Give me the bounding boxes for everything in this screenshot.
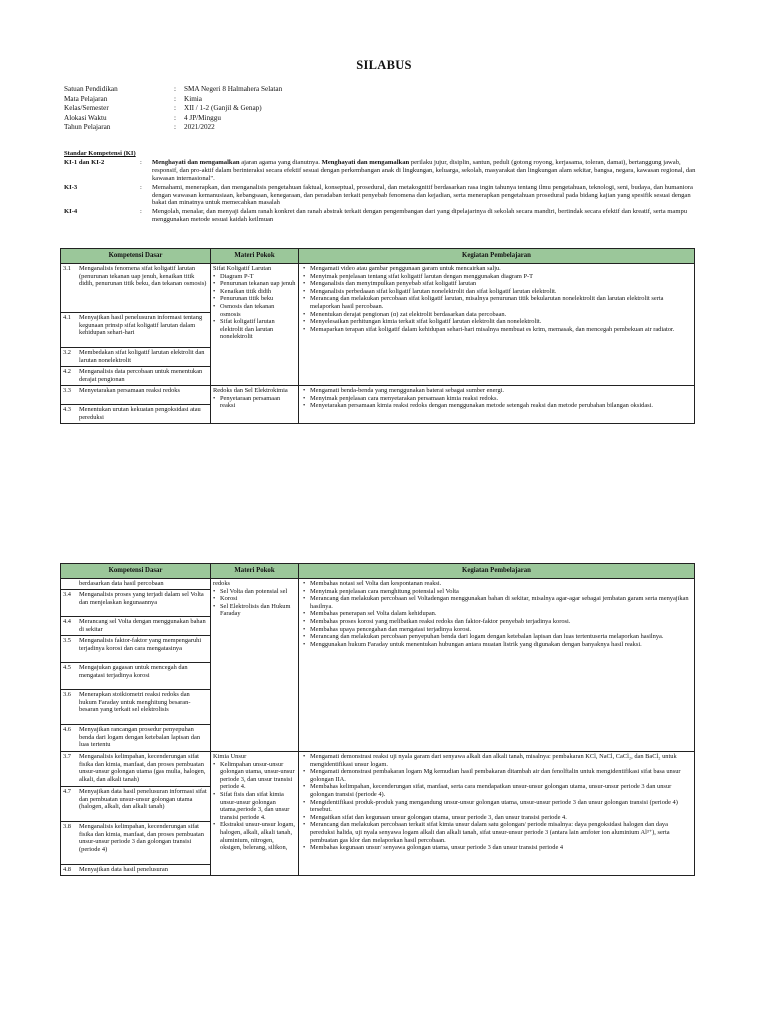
kegiatan-cell: • Membahas notasi sel Volta dan kespontanan reaksi. • Menyimak penjelasan cara menghitung potensial sel Volta • Merancang dan melakukan percobaan sel Voltadengan menggunakan bahan di sekitar, misalnya agar-agar sebagai jembatan garam serta menyajikan hasilnya. • Membahas penerapan sel Volta dalam kehidupan. • Membahas proses korosi yang melibatkan reaksi redoks dan faktor-faktor penyebab terjadinya korosi. • Membahas upaya pencegahan dan mengatasi terjadinya korosi. • Merancang dan melakukan percobaan penyepuhan benda dari logam dengan ketebalan lapisan dan luas tertentuserta melaporkan hasilnya. • Menggunakan hukum Faraday untuk menentukan hubungan antara muatan listrik yang digunakan dengan banyaknya hasil reaksi. [299,579,695,752]
identity-block [64,85,282,133]
kegiatan-cell: • Mengamati demonstrasi reaksi uji nyala garam dari senyawa alkali dan alkali tanah, misalnya: pembakaran KCl, NaCl, CaCl₂, dan BaCl₂ untuk mengidentifikasi unsur logam. • Mengamati demonstrasi pembakaran logam Mg kemudian hasil pembakaran ditambah air dan fenolftalin untuk mengidentifikasi sifat basa unsur golongan IIA. • Membahas kelimpahan, kecenderungan sifat, manfaat, serta cara mendapatkan unsur-unsur golongan utama, unsur-unsur periode 3 dan unsur golongan transisi (periode 4). • Mengidentifikasi produk-produk yang mengandung unsur-unsur golongan utama, unsur-unsur periode 3 dan unsur golongan transisi (periode 4) tersebut. • Mengaitkan sifat dan kegunaan unsur golongan utama, unsur periode 3, dan unsur transisi periode 4. • Merancang dan melakukan percobaan terkait sifat kimia unsur dalam satu golongan/ periode misalnya: daya pengoksidasi halogen dan daya pereduksi halida, uji nyala senyawa logam alkali dan alkali tanah, sifat unsur-unsur periode 3 (antara lain amfoter ion aluminium Al³⁺), serta pembuatan gas klor dan melaporkan hasil percobaan. • Membahas kegunaan unsur/ senyawa golongan utama, unsur periode 3 dan unsur transisi periode 4 [299,752,695,876]
sk-row-ki3: KI-3 : Memahami, menerapkan, dan menganalisis pengetahuan faktual, konseptual, prosedural, dan metakognitif berdasarkan rasa ingin tahunya tentang ilmu pengetahuan, teknologi, seni, budaya, dan humaniora dengan wawasan kemanusiaan, kebangsaan, kenegaraan, dan peradaban terkait penyebab fenomena dan kejadian, serta menerapkan pengetahuan prosedural pada bidang kajian yang spesifik sesuai dengan bakat dan minatnya untuk memecahkan masalah [64,183,693,207]
document-title: SILABUS [356,58,412,72]
meta-row: Alokasi Waktu : 4 JP/Minggu [64,113,221,122]
table-row: 3.7 Menganalisis kelimpahan, kecenderungan sifat fisika dan kimia, manfaat, dan proses pembuatan unsur-unsur golongan utama (gas mulia, halogen, alkali, dan alkali tanah) Kimia Unsur • Kelimpahan unsur-unsur golongan utama, unsur-unsur periode 3, dan unsur transisi periode 4. • Sifat fisis dan sifat kimia unsur-unsur golongan utama,periode 3, dan unsur transisi periode 4. • Ekstraksi unsur-unsur logam, halogen, alkali, alkali tanah, aluminium, nitrogen, oksigen, belerang, silikon, • Mengamati demonstrasi reaksi uji nyala garam dari senyawa alkali dan alkali tanah, misalnya: pembakaran KCl, NaCl, CaCl₂, dan BaCl₂ untuk mengidentifikasi unsur logam. • Mengamati demonstrasi pembakaran logam Mg kemudian hasil pembakaran ditambah air dan fenolftalin untuk mengidentifikasi sifat basa unsur golongan IIA. • Membahas kelimpahan, kecenderungan sifat, manfaat, serta cara mendapatkan unsur-unsur golongan utama, unsur-unsur periode 3 dan unsur golongan transisi (periode 4). • Mengidentifikasi produk-produk yang mengandung unsur-unsur golongan utama, unsur-unsur periode 3 dan unsur golongan transisi (periode 4) tersebut. • Mengaitkan sifat dan kegunaan unsur golongan utama, unsur periode 3, dan unsur transisi periode 4. • Merancang dan melakukan percobaan terkait sifat kimia unsur dalam satu golongan/ periode misalnya: daya pengoksidasi halogen dan daya pereduksi halida, uji nyala senyawa logam alkali dan alkali tanah, sifat unsur-unsur periode 3 (antara lain amfoter ion aluminium Al³⁺), serta pembuatan gas klor dan melaporkan hasil percobaan. • Membahas kegunaan unsur/ senyawa golongan utama, unsur periode 3 dan unsur transisi periode 4 [61,752,695,787]
kegiatan-cell: • Mengamati benda-benda yang menggunakan baterai sebagai sumber energi. • Menyimak penjelasan cara menyetarakan persamaan kimia reaksi redoks. • Menyetarakan persamaan kimia reaksi redoks dengan menggunakan metode setengah reaksi dan metode perubahan bilangan oksidasi. [299,386,695,424]
table-row: 3.4 Menganalisis proses yang terjadi dalam sel Volta dan menjelaskan kegunaannya [61,590,695,617]
table-row: 4.3 Menentukan urutan kekuatan pengoksidasi atau pereduksi [61,405,695,424]
meta-row: Mata Pelajaran : Kimia [64,94,202,103]
materi-cell: Sifat Koligatif Larutan • Diagram P-T • Penurunan tekanan uap jenuh • Kenaikan titik didih • Penurunan titik beku • Osmosis dan tekanan osmosis • Sifat koligatif larutan elektrolit dan larutan nonelektrolit [211,264,299,386]
header-kegiatan: Kegiatan Pembelajaran [299,249,695,264]
table-row: berdasarkan data hasil percobaan redoks • Sel Volta dan potensial sel • Korosi • Sel Elektrolisis dan Hukum Faraday • Membahas notasi sel Volta dan kespontanan reaksi. • Menyimak penjelasan cara menghitung potensial sel Volta • Merancang dan melakukan percobaan sel Voltadengan menggunakan bahan di sekitar, misalnya agar-agar sebagai jembatan garam serta menyajikan hasilnya. • Membahas penerapan sel Volta dalam kehidupan. • Membahas proses korosi yang melibatkan reaksi redoks dan faktor-faktor penyebab terjadinya korosi. • Membahas upaya pencegahan dan mengatasi terjadinya korosi. • Merancang dan melakukan percobaan penyepuhan benda dari logam dengan ketebalan lapisan dan luas tertentuserta melaporkan hasilnya. • Menggunakan hukum Faraday untuk menentukan hubungan antara muatan listrik yang digunakan dengan banyaknya hasil reaksi. [61,579,695,590]
materi-cell: Kimia Unsur • Kelimpahan unsur-unsur golongan utama, unsur-unsur periode 3, dan unsur transisi periode 4. • Sifat fisis dan sifat kimia unsur-unsur golongan utama,periode 3, dan unsur transisi periode 4. • Ekstraksi unsur-unsur logam, halogen, alkali, alkali tanah, aluminium, nitrogen, oksigen, belerang, silikon, [211,752,299,876]
table-row: 4.2 Menganalisis data percobaan untuk menentukan derajat pengionan [61,367,695,386]
materi-cell: Redoks dan Sel Elektrokimia • Penyetaraan persamaan reaksi [211,386,299,424]
sk-row-ki4: KI-4 : Mengolah, menalar, dan menyaji dalam ranah konkret dan ranah abstrak terkait dengan pengembangan dari yang dipelajarinya di sekolah secara mandiri, bertindak secara efektif dan kreatif, serta mampu menggunakan metode sesuai kaidah keilmuan [64,208,688,224]
header-kegiatan: Kegiatan Pembelajaran [299,564,695,579]
header-kompetensi-dasar: Kompetensi Dasar [61,564,211,579]
sk-title: Standar Kompetensi (KI) [64,150,136,157]
table-row: 3.5 Menganalisis faktor-faktor yang mempengaruhi terjadinya korosi dan cara mengatasinya [61,636,695,663]
table-row: 4.5 Mengajukan gagasan untuk mencegah dan mengatasi terjadinya korosi [61,663,695,690]
header-materi-pokok: Materi Pokok [211,564,299,579]
standar-kompetensi [64,150,704,224]
meta-row: Kelas/Semester : XII / 1-2 (Ganjil & Genap) [64,104,262,113]
header-kompetensi-dasar: Kompetensi Dasar [61,249,211,264]
table-row: 4.1 Menyajikan hasil penelusuran informasi tentang kegunaan prinsip sifat koligatif larutan dalam kehidupan sehari-hari [61,313,695,348]
sk-row-ki12: KI-1 dan KI-2 : Menghayati dan mengamalkan ajaran agama yang dianutnya. Menghayati dan mengamalkan perilaku jujur, disiplin, santun, peduli (gotong royong, kerjasama, toleran, damai), bertanggung jawab, responsif, dan pro-aktif dalam berinteraksi secara efektif sesuai dengan perkembangan anak di lingkungan, keluarga, sekolah, masyarakat dan lingkungan alam sekitar, bangsa, negara, kawasan regional, dan kawasan internasional". [64,158,696,182]
meta-row: Satuan Pendidikan : SMA Negeri 8 Halmahera Selatan [64,85,283,93]
meta-row: Tahun Pelajaran : 2021/2022 [64,123,215,132]
table-row: 3.6 Menerapkan stoikiometri reaksi redoks dan hukum Faraday untuk menghitung besaran-besaran yang terkait sel elektrolisis [61,690,695,725]
header-materi-pokok: Materi Pokok [211,249,299,264]
syllabus-table-2 [60,563,695,876]
table-row: 4.8 Menyajikan data hasil penelusuran [61,865,695,876]
table-row: 4.4 Merancang sel Volta dengan menggunakan bahan di sekitar [61,617,695,636]
table-row: 3.3 Menyetarakan persamaan reaksi redoks Redoks dan Sel Elektrokimia • Penyetaraan persamaan reaksi • Mengamati benda-benda yang menggunakan baterai sebagai sumber energi. • Menyimak penjelasan cara menyetarakan persamaan kimia reaksi redoks. • Menyetarakan persamaan kimia reaksi redoks dengan menggunakan metode setengah reaksi dan metode perubahan bilangan oksidasi. [61,386,695,405]
table-row: 4.7 Menyajikan data hasil penelusuran informasi sifat dan pembuatan unsur-unsur golongan utama (halogen, alkali, dan alkali tanah) [61,787,695,822]
table-row: 4.6 Menyajikan rancangan prosedur penyepuhan benda dari logam dengan ketebalan lapisan dan luas tertentu [61,725,695,752]
syllabus-table-1 [60,248,695,424]
materi-cell: redoks • Sel Volta dan potensial sel • Korosi • Sel Elektrolisis dan Hukum Faraday [211,579,299,752]
table-row: 3.8 Menganalisis kelimpahan, kecenderungan sifat fisika dan kimia, manfaat, dan proses pembuatan unsur-unsur periode 3 dan golongan transisi (periode 4) [61,822,695,865]
table-row: 3.1 Menganalisis fenomena sifat koligatif larutan (penurunan tekanan uap jenuh, kenaikan titik didih, penurunan titik beku, dan tekanan osmosis) Sifat Koligatif Larutan • Diagram P-T • Penurunan tekanan uap jenuh • Kenaikan titik didih • Penurunan titik beku • Osmosis dan tekanan osmosis • Sifat koligatif larutan elektrolit dan larutan nonelektrolit • Mengamati video atau gambar penggunaan garam untuk mencairkan salju. • Menyimak penjelasan tentang sifat koligatif larutan dengan menggunakan diagram P-T • Menganalisis dan menyimpulkan penyebab sifat koligatif larutan • Menganalisis perbedaaan sifat koligatif larutan nonelektrolit dan sifat koligatif larutan elektrolit. • Merancang dan melakukan percobaan sifat koligatif larutan, misalnya penurunan titik bekularutan nonelektrolit dan larutan elektrolit serta melaporkan hasil percobaan. • Menentukan derajat pengionan (α) zat elektrolit berdasarkan data percobaan. • Menyelesaikan perhitungan kimia terkait sifat koligatif larutan elektrolit dan nonelektrolit. • Memaparkan terapan sifat koligatif dalam kehidupan sehari-hari misalnya membuat es krim, memasak, dan mencegah pembekuan air radiator. [61,264,695,313]
table-row: 3.2 Membedakan sifat koligatif larutan elektrolit dan larutan nonelektrolit [61,348,695,367]
kegiatan-cell: • Mengamati video atau gambar penggunaan garam untuk mencairkan salju. • Menyimak penjelasan tentang sifat koligatif larutan dengan menggunakan diagram P-T • Menganalisis dan menyimpulkan penyebab sifat koligatif larutan • Menganalisis perbedaaan sifat koligatif larutan nonelektrolit dan sifat koligatif larutan elektrolit. • Merancang dan melakukan percobaan sifat koligatif larutan, misalnya penurunan titik bekularutan nonelektrolit dan larutan elektrolit serta melaporkan hasil percobaan. • Menentukan derajat pengionan (α) zat elektrolit berdasarkan data percobaan. • Menyelesaikan perhitungan kimia terkait sifat koligatif larutan elektrolit dan nonelektrolit. • Memaparkan terapan sifat koligatif dalam kehidupan sehari-hari misalnya membuat es krim, memasak, dan mencegah pembekuan air radiator. [299,264,695,386]
